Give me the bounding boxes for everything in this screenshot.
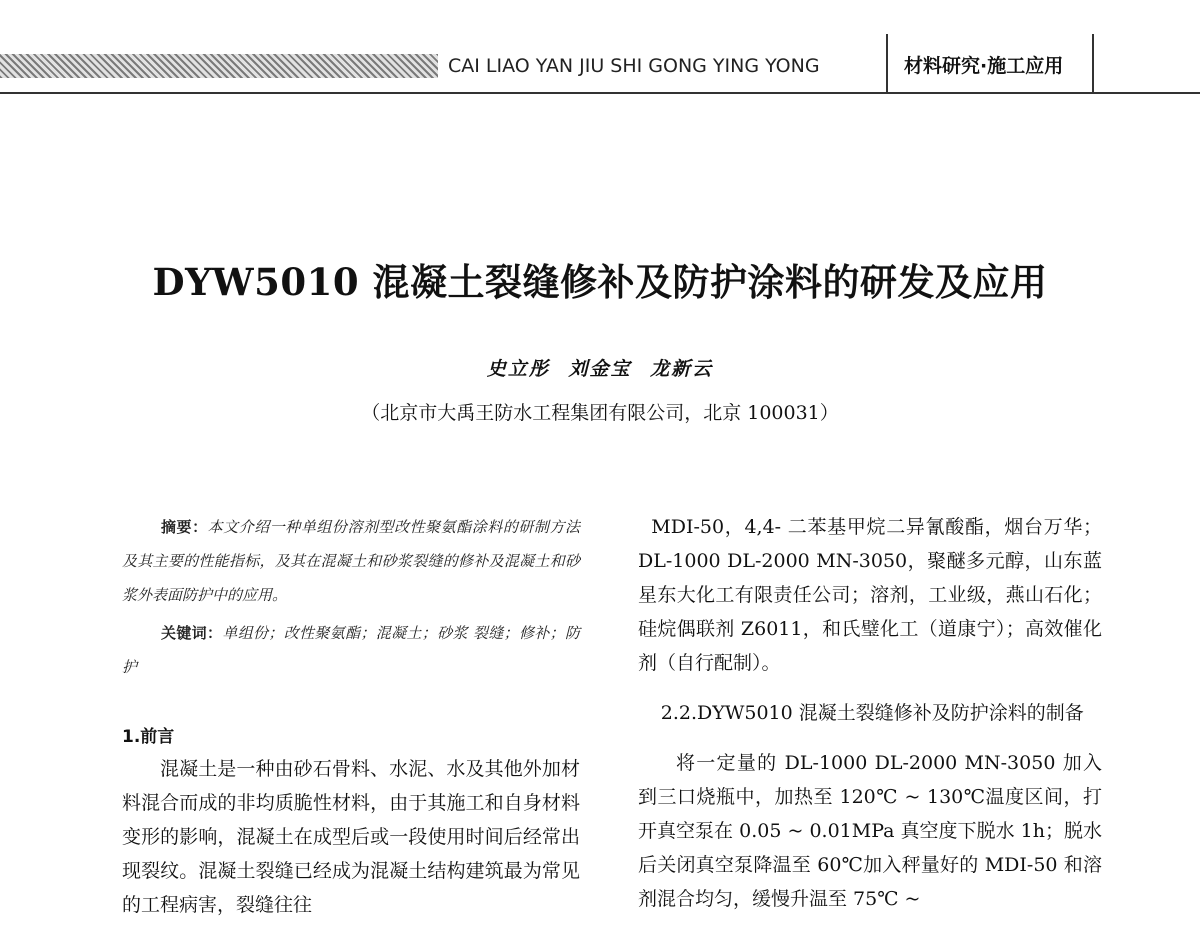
abstract-label: 摘要： (161, 518, 208, 536)
article-title: DYW5010 混凝土裂缝修补及防护涂料的研发及应用 (152, 260, 1048, 304)
section-heading-intro: 1.前言 (122, 727, 175, 747)
author-affiliation: （北京市大禹王防水工程集团有限公司，北京 100031） (361, 402, 839, 424)
journal-section-name: 材料研究·施工应用 (904, 55, 1064, 77)
materials-paragraph: MDI-50，4,4- 二苯基甲烷二异氰酸酯，烟台万华；DL-1000 DL-2000 MN-3050，聚醚多元醇，山东蓝星东大化工有限责任公司；溶剂，工业级，燕山石化；硅烷偶联剂 Z6011，和氏璧化工（道康宁）；高效催化剂（自行配制）。 (638, 516, 1102, 674)
intro-paragraph: 混凝土是一种由砂石骨料、水泥、水及其他外加材料混合而成的非均质脆性材料，由于其施工和自身材料变形的影响，混凝土在成型后或一段使用时间后经常出现裂纹。混凝土裂缝已经成为混凝土结构建筑最为常见的工程病害，裂缝往往 (122, 758, 580, 916)
article-authors: 史立彤 刘金宝 龙新云 (486, 358, 714, 380)
keywords (122, 616, 580, 684)
header-rule (0, 92, 1200, 94)
header-divider-right (1092, 34, 1094, 94)
header-divider-left (886, 34, 888, 94)
journal-name-pinyin: CAI LIAO YAN JIU SHI GONG YING YONG (448, 55, 820, 77)
left-column (122, 510, 580, 922)
abstract (122, 510, 580, 612)
preparation-paragraph: 将一定量的 DL-1000 DL-2000 MN-3050 加入到三口烧瓶中，加热至 120℃ ~ 130℃温度区间，打开真空泵在 0.05 ~ 0.01MPa 真空度下脱水 1h；脱水后关闭真空泵降温至 60℃加入秤量好的 MDI-50 和溶剂混合均匀，缓慢升温至 75℃ ~ (638, 752, 1102, 910)
header-hatch-band (0, 54, 438, 78)
page-header (0, 0, 1200, 100)
right-column (638, 510, 1102, 916)
subsection-heading-preparation: 2.2.DYW5010 混凝土裂缝修补及防护涂料的制备 (660, 702, 1084, 724)
abstract-text: 本文介绍一种单组份溶剂型改性聚氨酯涂料的研制方法及其主要的性能指标，及其在混凝土和砂浆裂缝的修补及混凝土和砂浆外表面防护中的应用。 (122, 518, 580, 604)
keywords-label: 关键词： (161, 624, 223, 642)
keywords-text: 单组份；改性聚氨酯；混凝土；砂浆 裂缝；修补；防护 (122, 624, 580, 676)
